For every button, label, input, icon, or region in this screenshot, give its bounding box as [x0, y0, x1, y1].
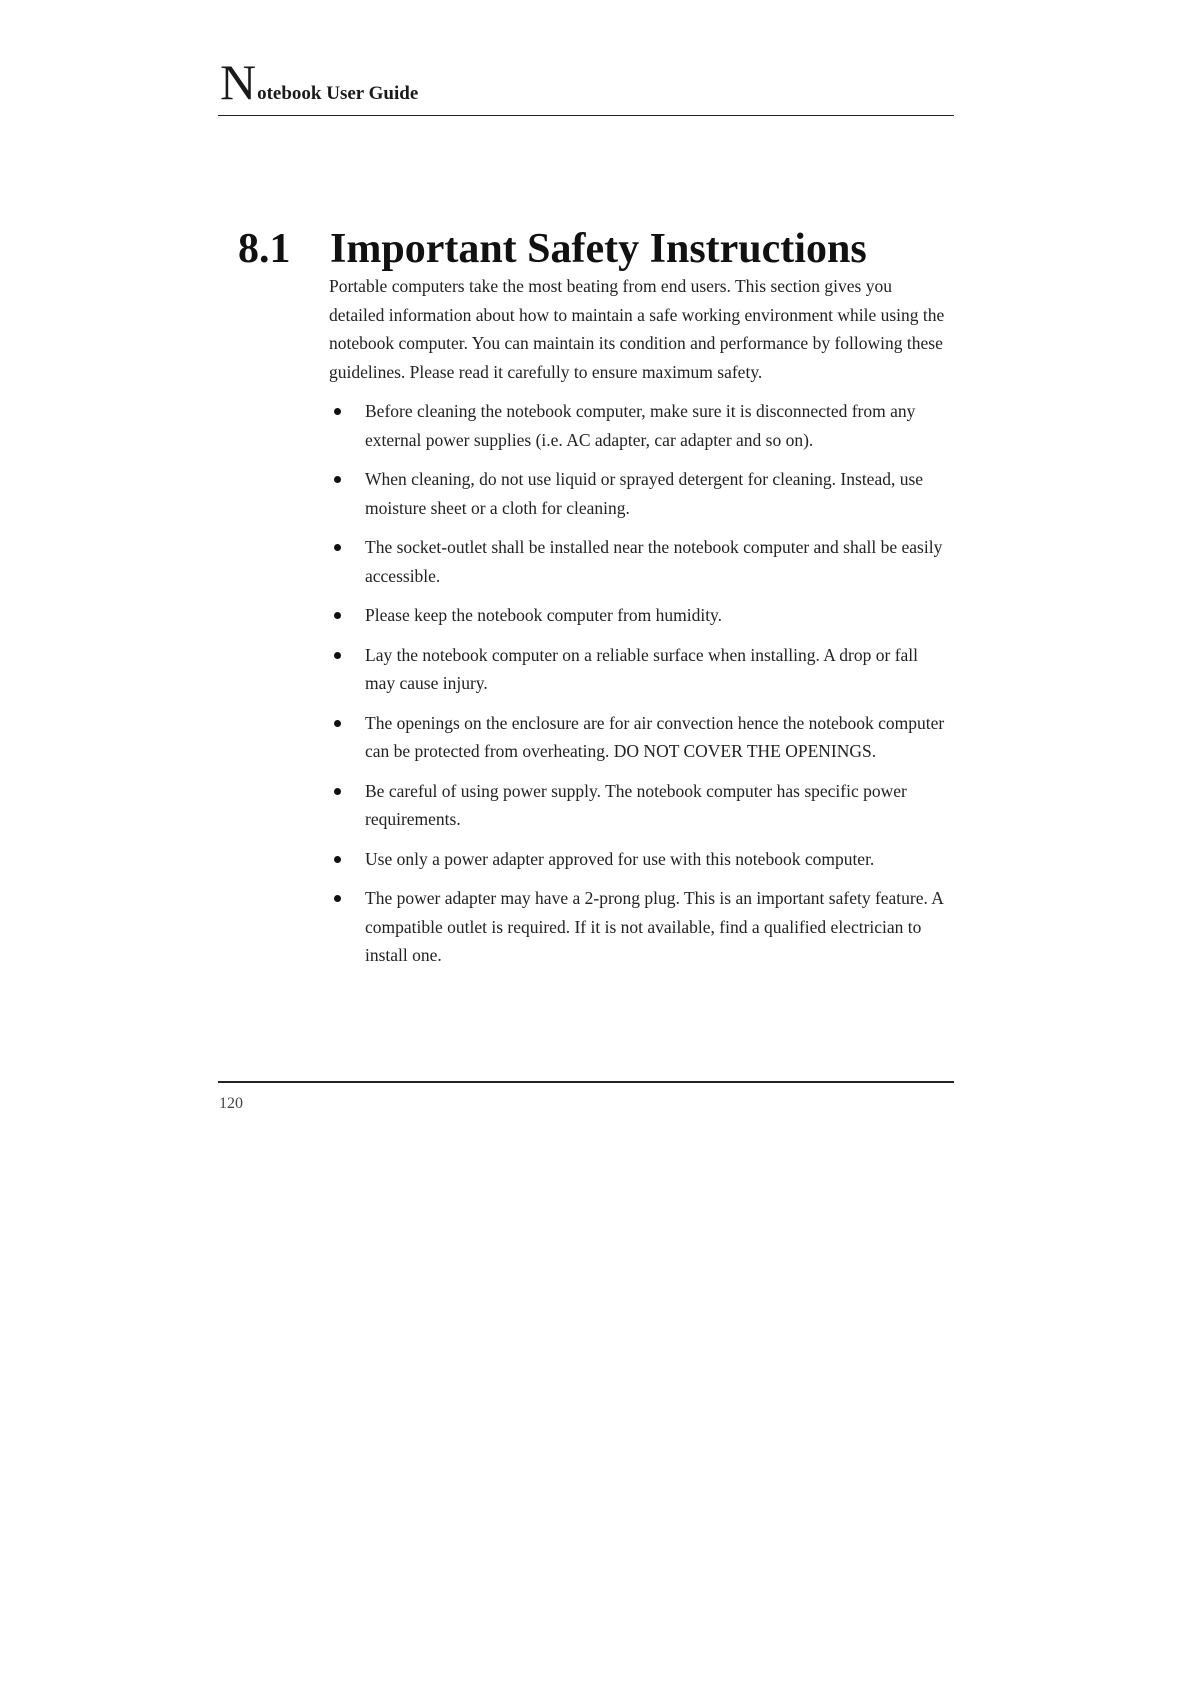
- body-content: [329, 272, 949, 981]
- list-item-text: The socket-outlet shall be installed near the notebook computer and shall be easily accessible.: [365, 537, 943, 586]
- list-item: [329, 709, 949, 766]
- list-item: [329, 845, 949, 874]
- header-rule: [218, 115, 954, 116]
- list-item-text: Before cleaning the notebook computer, make sure it is disconnected from any external power supplies (i.e. AC adapter, car adapter and so on).: [365, 401, 916, 450]
- list-item-text: When cleaning, do not use liquid or sprayed detergent for cleaning. Instead, use moisture sheet or a cloth for cleaning.: [365, 469, 924, 518]
- running-header: [218, 54, 954, 116]
- bullet-icon: [334, 408, 341, 415]
- header-title-initial: N: [220, 54, 257, 110]
- page-number: 120: [219, 1095, 243, 1112]
- list-item: [329, 601, 949, 630]
- list-item-text: Lay the notebook computer on a reliable surface when installing. A drop or fall may cause injury.: [365, 644, 919, 693]
- bullet-icon: [334, 856, 341, 863]
- section-title: Important Safety Instructions: [330, 226, 867, 273]
- section-number: 8.1: [238, 226, 291, 273]
- list-item-text: Be careful of using power supply. The notebook computer has specific power requirements.: [365, 780, 907, 829]
- section-heading: [238, 226, 867, 273]
- header-title-rest: otebook User Guide: [257, 83, 419, 104]
- list-item: [329, 397, 949, 454]
- bullet-icon: [334, 720, 341, 727]
- footer-rule: [218, 1081, 954, 1083]
- header-title: [220, 54, 419, 110]
- list-item: [329, 533, 949, 590]
- bullet-icon: [334, 895, 341, 902]
- list-item-text: Use only a power adapter approved for use with this notebook computer.: [365, 848, 875, 869]
- list-item-text: Please keep the notebook computer from humidity.: [365, 605, 723, 625]
- intro-paragraph: Portable computers take the most beating from end users. This section gives you detailed information about how to maintain a safe working environment while using the notebook computer. You can maintain its condition and performance by following these guidelines. Please read it carefully to ensure maximum safety.: [329, 276, 945, 382]
- list-item-text: The openings on the enclosure are for air convection hence the notebook computer can be protected from overheating. DO NOT COVER THE OPENINGS.: [365, 712, 945, 761]
- safety-bullet-list: [329, 397, 949, 970]
- bullet-icon: [334, 788, 341, 795]
- list-item: [329, 641, 949, 698]
- bullet-icon: [334, 612, 341, 619]
- list-item-text: The power adapter may have a 2-prong plug. This is an important safety feature. A compatible outlet is required. If it is not available, find a qualified electrician to install one.: [365, 888, 943, 965]
- bullet-icon: [334, 652, 341, 659]
- list-item: [329, 884, 949, 970]
- bullet-icon: [334, 544, 341, 551]
- bullet-icon: [334, 476, 341, 483]
- list-item: [329, 465, 949, 522]
- list-item: [329, 777, 949, 834]
